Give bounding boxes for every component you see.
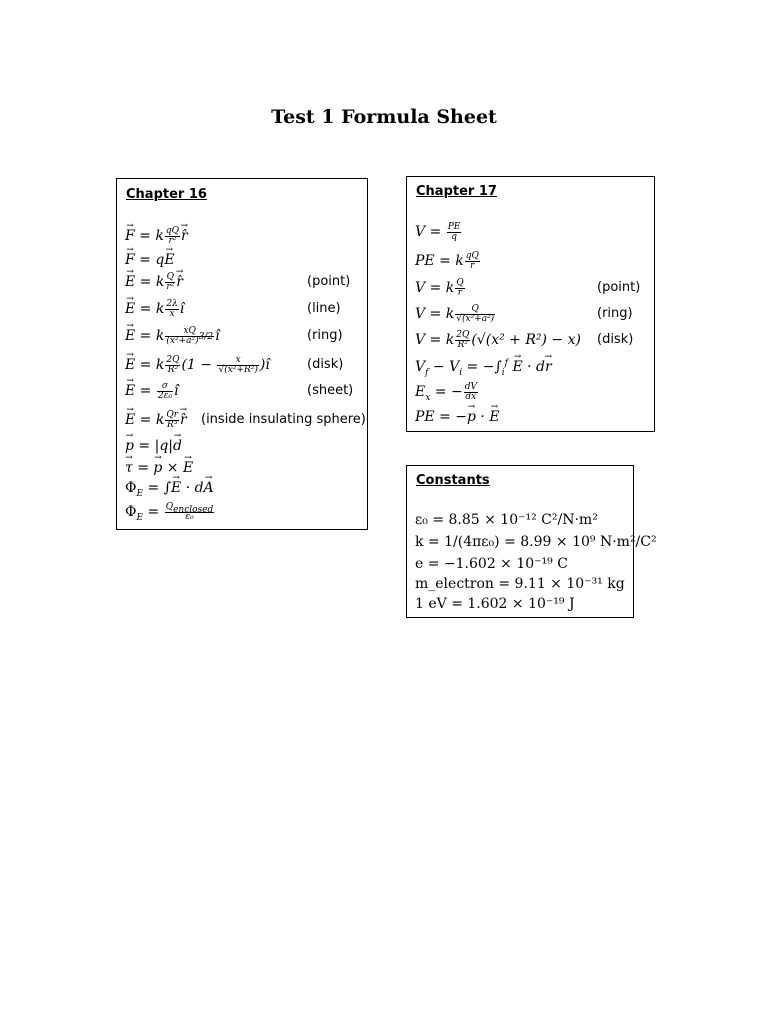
label-disk: (disk) — [307, 357, 344, 372]
label-point: (point) — [597, 280, 641, 295]
chapter-17-box: Chapter 17 V = $\frac{PE}{q}$ PE = k $\frac{qQ}{r}$ V = k $\frac{Q}{r}$ (point) V = k $\frac{Q}{\text{√(x²+a²)}}$ (ring) V = k $\frac{2Q}{\text{R²}}$ (√(x² + R²) − x) (disk) $V_f - V_i = -\int_i^f \to E \cdot d\to r$ $E_x$ = − $\frac{dV}{dx}$ PE = −→ p · → E — [406, 176, 655, 432]
label-ring: (ring) — [597, 306, 633, 321]
label-disk: (disk) — [597, 332, 634, 347]
chapter-16-heading: Chapter 16 — [126, 187, 207, 202]
label-line: (line) — [307, 301, 341, 316]
page-title: Test 1 Formula Sheet — [271, 106, 497, 128]
label-sheet: (sheet) — [307, 383, 354, 398]
constants-heading: Constants — [416, 473, 490, 488]
label-ring: (ring) — [307, 328, 343, 343]
label-point: (point) — [307, 274, 351, 289]
constants-box: Constants ε₀ = 8.85 × 10⁻¹² C²/N·m² k = 1/(4πε₀) = 8.99 × 10⁹ N·m²/C² e = −1.602 × 10⁻¹⁹ C m_electron = 9.11 × 10⁻³¹ kg 1 eV = 1.602 × 10⁻¹⁹ J — [406, 465, 634, 618]
chapter-16-box: Chapter 16 → F = k $\frac{qQ}{\text{r²}}$ → r → F = q→ E → E = k $\frac{Q}{\text{r²}}$ → r (point) → E = k $\frac{2\lambda}{x}$ ı̂ (line) → E = k $\frac{xQ}{(x^2+a^2)^{3/2}}$ ı̂ (ring) → E = k $\frac{2Q}{\text{R²}}$ (1 − $\frac{x}{\text{√(x²+R²)}}$ )ı̂ (disk) → E = $\frac{\sigma}{\text{2ε₀}}$ ı̂ (sheet) → E = k $\frac{Qr}{\text{R³}}$ → r (inside insulating sphere) → p = |q|→ d → τ = → p × → E $\Phi_E$ = ∫→ E · d→ A $\Phi_E$ = $\frac{Q_{enclosed}}{\text{ε₀}}$ — [116, 178, 368, 530]
chapter-17-heading: Chapter 17 — [416, 184, 497, 199]
label-inside-sphere: (inside insulating sphere) — [201, 412, 366, 427]
